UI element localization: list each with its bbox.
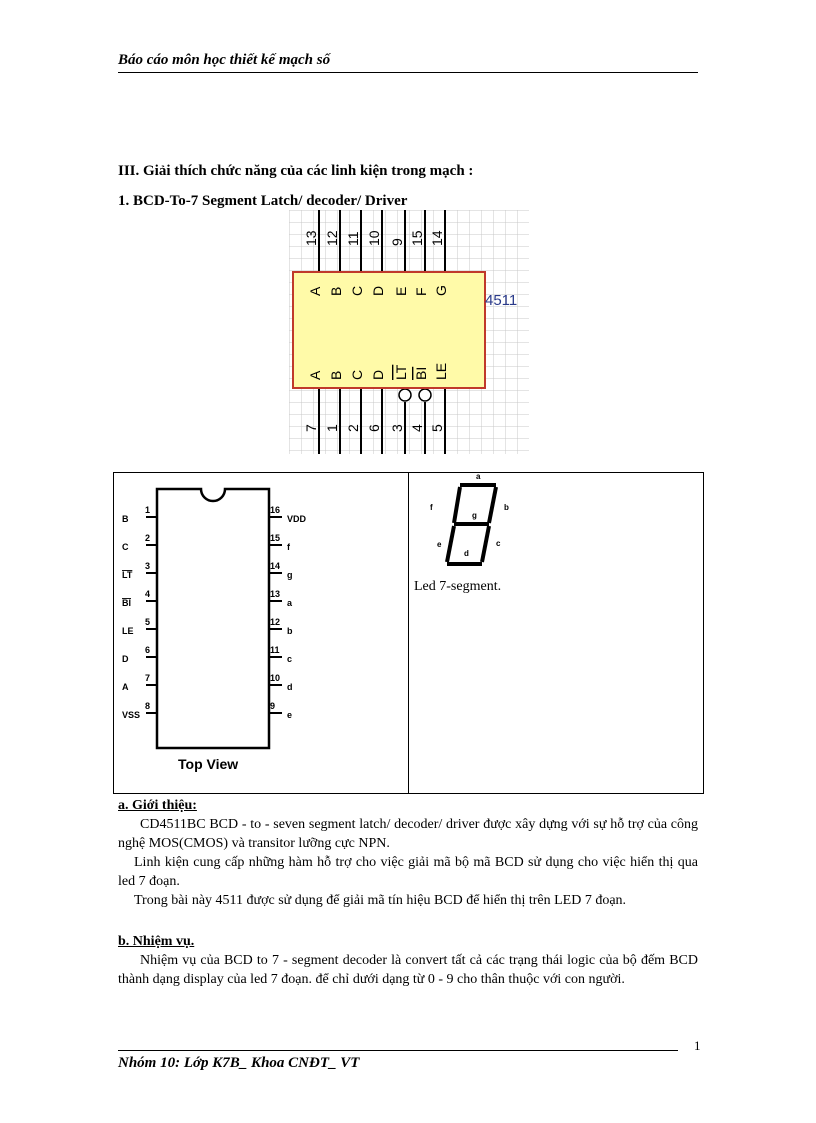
subsection-heading: 1. BCD-To-7 Segment Latch/ decoder/ Driver [118, 193, 408, 209]
pinout-left-pin-label: LE [122, 626, 134, 636]
pinout-right-pin-number: 16 [270, 505, 281, 515]
ic-bottom-pin-number: 1 [324, 424, 340, 432]
ic-inverter-bubble [419, 389, 431, 401]
ic-bottom-label: BI [413, 366, 429, 380]
ic-4511-symbol [289, 210, 529, 454]
ic-top-pin-number: 14 [429, 230, 445, 246]
pinout-left-pin-number: 8 [145, 701, 151, 711]
ic-bottom-pin-number: 4 [409, 424, 425, 432]
ic-top-label: F [413, 287, 429, 296]
pinout-left-pin-label: B [122, 514, 129, 524]
ic-top-label: C [349, 285, 365, 296]
led-segment-label: g [472, 511, 477, 520]
section-a-heading: a. Giới thiệu: [118, 798, 197, 813]
pinout-right-pin-label: f [287, 542, 290, 552]
pinout-left-pin-number: 7 [145, 673, 151, 683]
pinout-left-pin-number: 1 [145, 505, 151, 515]
pinout-left-pin-number: 6 [145, 645, 151, 655]
pinout-left-pin-label: BI [122, 598, 131, 608]
ic-top-label: G [433, 285, 449, 296]
pinout-right-pin-number: 13 [270, 589, 281, 599]
page-header: Báo cáo môn học thiết kế mạch số [118, 52, 331, 68]
ic-bottom-label: LT [393, 364, 409, 380]
section-a-paragraph-1: CD4511BC BCD - to - seven segment latch/ decoder/ driver được xây dựng với sự hỗ trợ của công nghệ MOS(CMOS) và transitor lưỡng cực NPN. [118, 817, 698, 851]
ic-bottom-pin-number: 7 [303, 424, 319, 432]
pinout-left-pin-number: 3 [145, 561, 151, 571]
led-segment-label: d [464, 549, 469, 558]
ic-top-pin-number: 11 [345, 231, 361, 246]
pinout-right-pin-label: e [287, 710, 293, 720]
ic-bottom-pin-number: 2 [345, 424, 361, 432]
footer-rule [118, 1050, 678, 1051]
pinout-right-pin-label: c [287, 654, 293, 664]
ic-bottom-pin-number: 3 [389, 424, 405, 432]
section-heading: III. Giải thích chức năng của các linh kiện trong mạch : [118, 163, 474, 179]
led-segment-label: c [496, 539, 501, 548]
ic-top-label: E [393, 286, 409, 296]
ic-bottom-pin-number: 6 [366, 424, 382, 432]
pinout-right-pin-label: VDD [287, 514, 307, 524]
section-a-paragraph-2: Linh kiện cung cấp những hàm hỗ trợ cho việc giải mã bộ mã BCD sử dụng cho việc hiển thị qua led 7 đoạn. [118, 855, 698, 889]
segment-b-bar [489, 487, 496, 523]
header-rule [118, 72, 698, 73]
led-segment-label: e [437, 540, 442, 549]
ic-top-pin-number: 13 [303, 230, 319, 246]
ic-bottom-label: B [328, 370, 344, 380]
pinout-left-pin-number: 5 [145, 617, 151, 627]
led-segment-label: f [430, 503, 433, 512]
pinout-left-pin-number: 2 [145, 533, 151, 543]
ic-top-label: B [328, 286, 344, 296]
top-view-caption: Top View [178, 756, 239, 772]
ic-bottom-pin-number: 5 [429, 424, 445, 432]
ic-bottom-label: LE [433, 362, 449, 380]
ic-inverter-bubble [399, 389, 411, 401]
pinout-left-pin-label: A [122, 682, 129, 692]
page-number: 1 [694, 1038, 701, 1053]
ic-top-pin-number: 10 [366, 230, 382, 246]
pinout-right-pin-label: g [287, 570, 293, 580]
pinout-right-pin-number: 14 [270, 561, 281, 571]
ic-bottom-label: D [370, 369, 386, 380]
led-segment-label: a [476, 472, 481, 481]
section-b-paragraph-1: Nhiệm vụ của BCD to 7 - segment decoder là convert tất cả các trạng thái logic của bộ đếm BCD thành dạng display của led 7 đoạn. để chỉ dưới dạng từ 0 - 9 cho thân thuộc với con người. [118, 953, 698, 987]
pinout-left-pin-label: D [122, 654, 129, 664]
pinout-left-pin-label: C [122, 542, 129, 552]
ic-top-pin-number: 9 [389, 238, 405, 246]
section-a-paragraph-3: Trong bài này 4511 được sử dụng để giải mã tín hiệu BCD để hiển thị trên LED 7 đoạn. [134, 893, 627, 908]
led-segment-label: b [504, 503, 509, 512]
ic-bottom-label: C [349, 369, 365, 380]
pinout-right-pin-label: a [287, 598, 293, 608]
figure-table-divider [408, 472, 409, 794]
pinout-left-pin-label: LT [122, 570, 133, 580]
section-b [118, 932, 698, 989]
pinout-right-pin-number: 12 [270, 617, 281, 627]
pinout-right-pin-number: 9 [270, 701, 276, 711]
segment-f-bar [454, 487, 460, 523]
section-a [118, 796, 698, 910]
ic-package-outline [157, 489, 269, 748]
page-footer: Nhóm 10: Lớp K7B_ Khoa CNĐT_ VT [118, 1055, 360, 1071]
led-caption: Led 7-segment. [414, 579, 502, 594]
pinout-right-pin-label: b [287, 626, 293, 636]
pinout-right-pin-number: 11 [270, 645, 280, 655]
segment-e-bar [447, 526, 454, 562]
section-b-heading: b. Nhiệm vụ. [118, 934, 195, 949]
ic-part-number: 4511 [485, 292, 518, 309]
pinout-left-pin-label: VSS [122, 710, 141, 720]
pinout-left-pin-number: 4 [145, 589, 151, 599]
ic-top-pin-number: 15 [409, 230, 425, 246]
segment-c-bar [482, 526, 489, 562]
led-7segment-diagram [430, 472, 520, 572]
pinout-diagram [114, 473, 407, 793]
ic-top-label: A [307, 286, 323, 296]
pinout-right-pin-number: 15 [270, 533, 281, 543]
ic-bottom-label: A [307, 370, 323, 380]
ic-top-pin-number: 12 [324, 230, 340, 246]
pinout-right-pin-number: 10 [270, 673, 281, 683]
pinout-right-pin-label: d [287, 682, 293, 692]
ic-top-label: D [370, 285, 386, 296]
